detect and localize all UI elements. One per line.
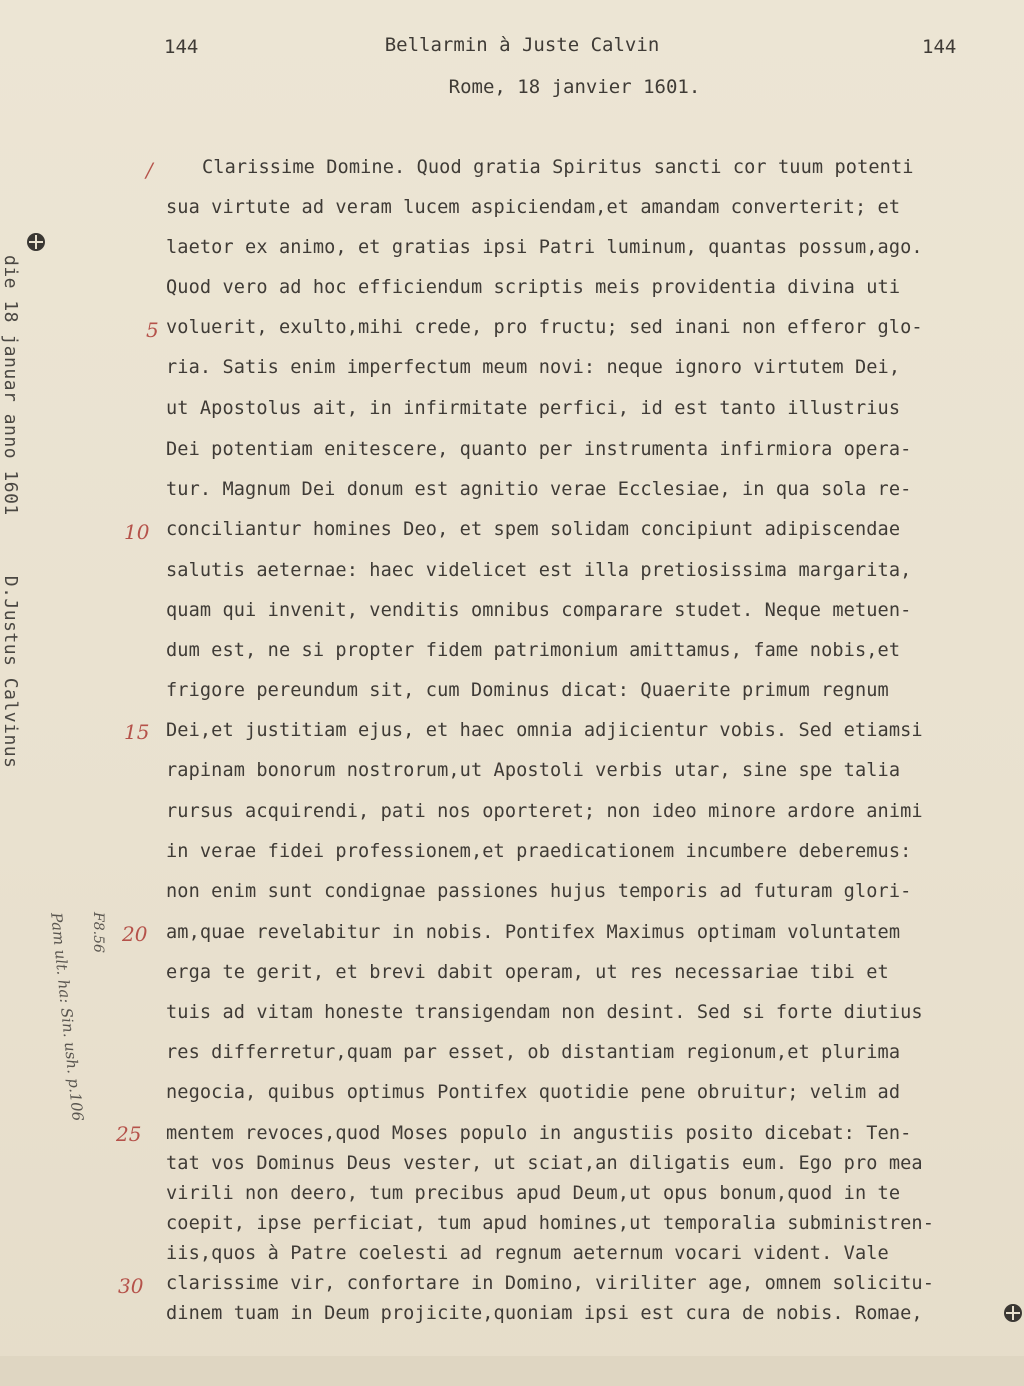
body-line: Dei potentiam enitescere, quanto per instrumenta infirmiora opera- [166,439,912,460]
line-number-20: 20 [122,922,148,946]
body-line: ria. Satis enim imperfectum meum novi: neque ignoro virtutem Dei, [166,357,901,378]
body-line: non enim sunt condignae passiones hujus temporis ad futuram glori- [166,881,912,902]
body-line: clarissime vir, confortare in Domino, viriliter age, omnem solicitu- [166,1273,935,1294]
page-number-right: 144 [922,36,957,58]
body-line: conciliantur homines Deo, et spem solidam concipiunt adipiscendae [166,519,901,540]
body-line: ut Apostolus ait, in infirmitate perfici, id est tanto illustrius [166,398,901,419]
body-line: Clarissime Domine. Quod gratia Spiritus sancti cor tuum potenti [202,157,914,178]
body-line: rapinam bonorum nostrorum,ut Apostoli verbis utar, sine spe talia [166,760,901,781]
page-title: Bellarmin à Juste Calvin [384,34,660,56]
binding-hole-icon [27,233,45,251]
body-line: frigore pereundum sit, cum Dominus dicat: Quaerite primum regnum [166,680,889,701]
pencil-note-reference: F8.56 [90,912,106,953]
archive-stamp-date: die 18 januar anno 1601 [0,255,21,516]
corner-mark-icon [1004,1304,1022,1322]
body-line: quam qui invenit, venditis omnibus comparare studet. Neque metuen- [166,600,912,621]
body-line: virili non deero, tum precibus apud Deum,ut opus bonum,quod in te [166,1183,901,1204]
letter-date: Rome, 18 janvier 1601. [448,76,701,98]
body-line: sua virtute ad veram lucem aspiciendam,et amandam converterit; et [166,197,901,218]
body-line: iis,quos à Patre coelesti ad regnum aeternum vocari vident. Vale [166,1243,889,1264]
line-number-5: 5 [146,318,159,342]
line-number-10: 10 [124,520,150,544]
archive-stamp [0,255,21,768]
body-line: tat vos Dominus Deus vester, ut sciat,an diligatis eum. Ego pro mea [166,1153,923,1174]
body-line: am,quae revelabitur in nobis. Pontifex Maximus optimam voluntatem [166,922,901,943]
body-line: res differretur,quam par esset, ob distantiam regionum,et plurima [166,1042,901,1063]
body-line: Quod vero ad hoc efficiendum scriptis meis providentia divina uti [166,277,901,298]
body-line: rursus acquirendi, pati nos oporteret; non ideo minore ardore animi [166,801,923,822]
pencil-note-citation: Pam ult. ha: Sin. ush. p.106 [47,911,87,1123]
body-line: erga te gerit, et brevi dabit operam, ut res necessariae tibi et [166,962,889,983]
body-line: negocia, quibus optimus Pontifex quotidie pene obruitur; velim ad [166,1082,901,1103]
line-number-25: 25 [116,1122,142,1146]
body-line: salutis aeternae: haec videlicet est illa pretiosissima margarita, [166,560,912,581]
line-number-1: / [146,158,153,182]
page-number-left: 144 [164,36,199,58]
body-line: dinem tuam in Deum projicite,quoniam ipsi est cura de nobis. Romae, [166,1303,923,1324]
body-line: laetor ex animo, et gratias ipsi Patri luminum, quantas possum,ago. [166,237,923,258]
body-line: coepit, ipse perficiat, tum apud homines,ut temporalia subministren- [166,1213,935,1234]
body-line: in verae fidei professionem,et praedicationem incumbere deberemus: [166,841,912,862]
body-line: tuis ad vitam honeste transigendam non desint. Sed si forte diutius [166,1002,923,1023]
body-line: voluerit, exulto,mihi crede, pro fructu; sed inani non efferor glo- [166,317,923,338]
scan-bottom-edge [0,1356,1024,1386]
body-line: mentem revoces,quod Moses populo in angustiis posito dicebat: Ten- [166,1123,912,1144]
archive-stamp-name: D.Justus Calvinus [0,575,21,769]
line-number-30: 30 [118,1274,144,1298]
line-number-15: 15 [124,720,150,744]
body-line: dum est, ne si propter fidem patrimonium amittamus, fame nobis,et [166,640,901,661]
body-line: Dei,et justitiam ejus, et haec omnia adjicientur vobis. Sed etiamsi [166,720,923,741]
body-line: tur. Magnum Dei donum est agnitio verae Ecclesiae, in qua sola re- [166,479,912,500]
